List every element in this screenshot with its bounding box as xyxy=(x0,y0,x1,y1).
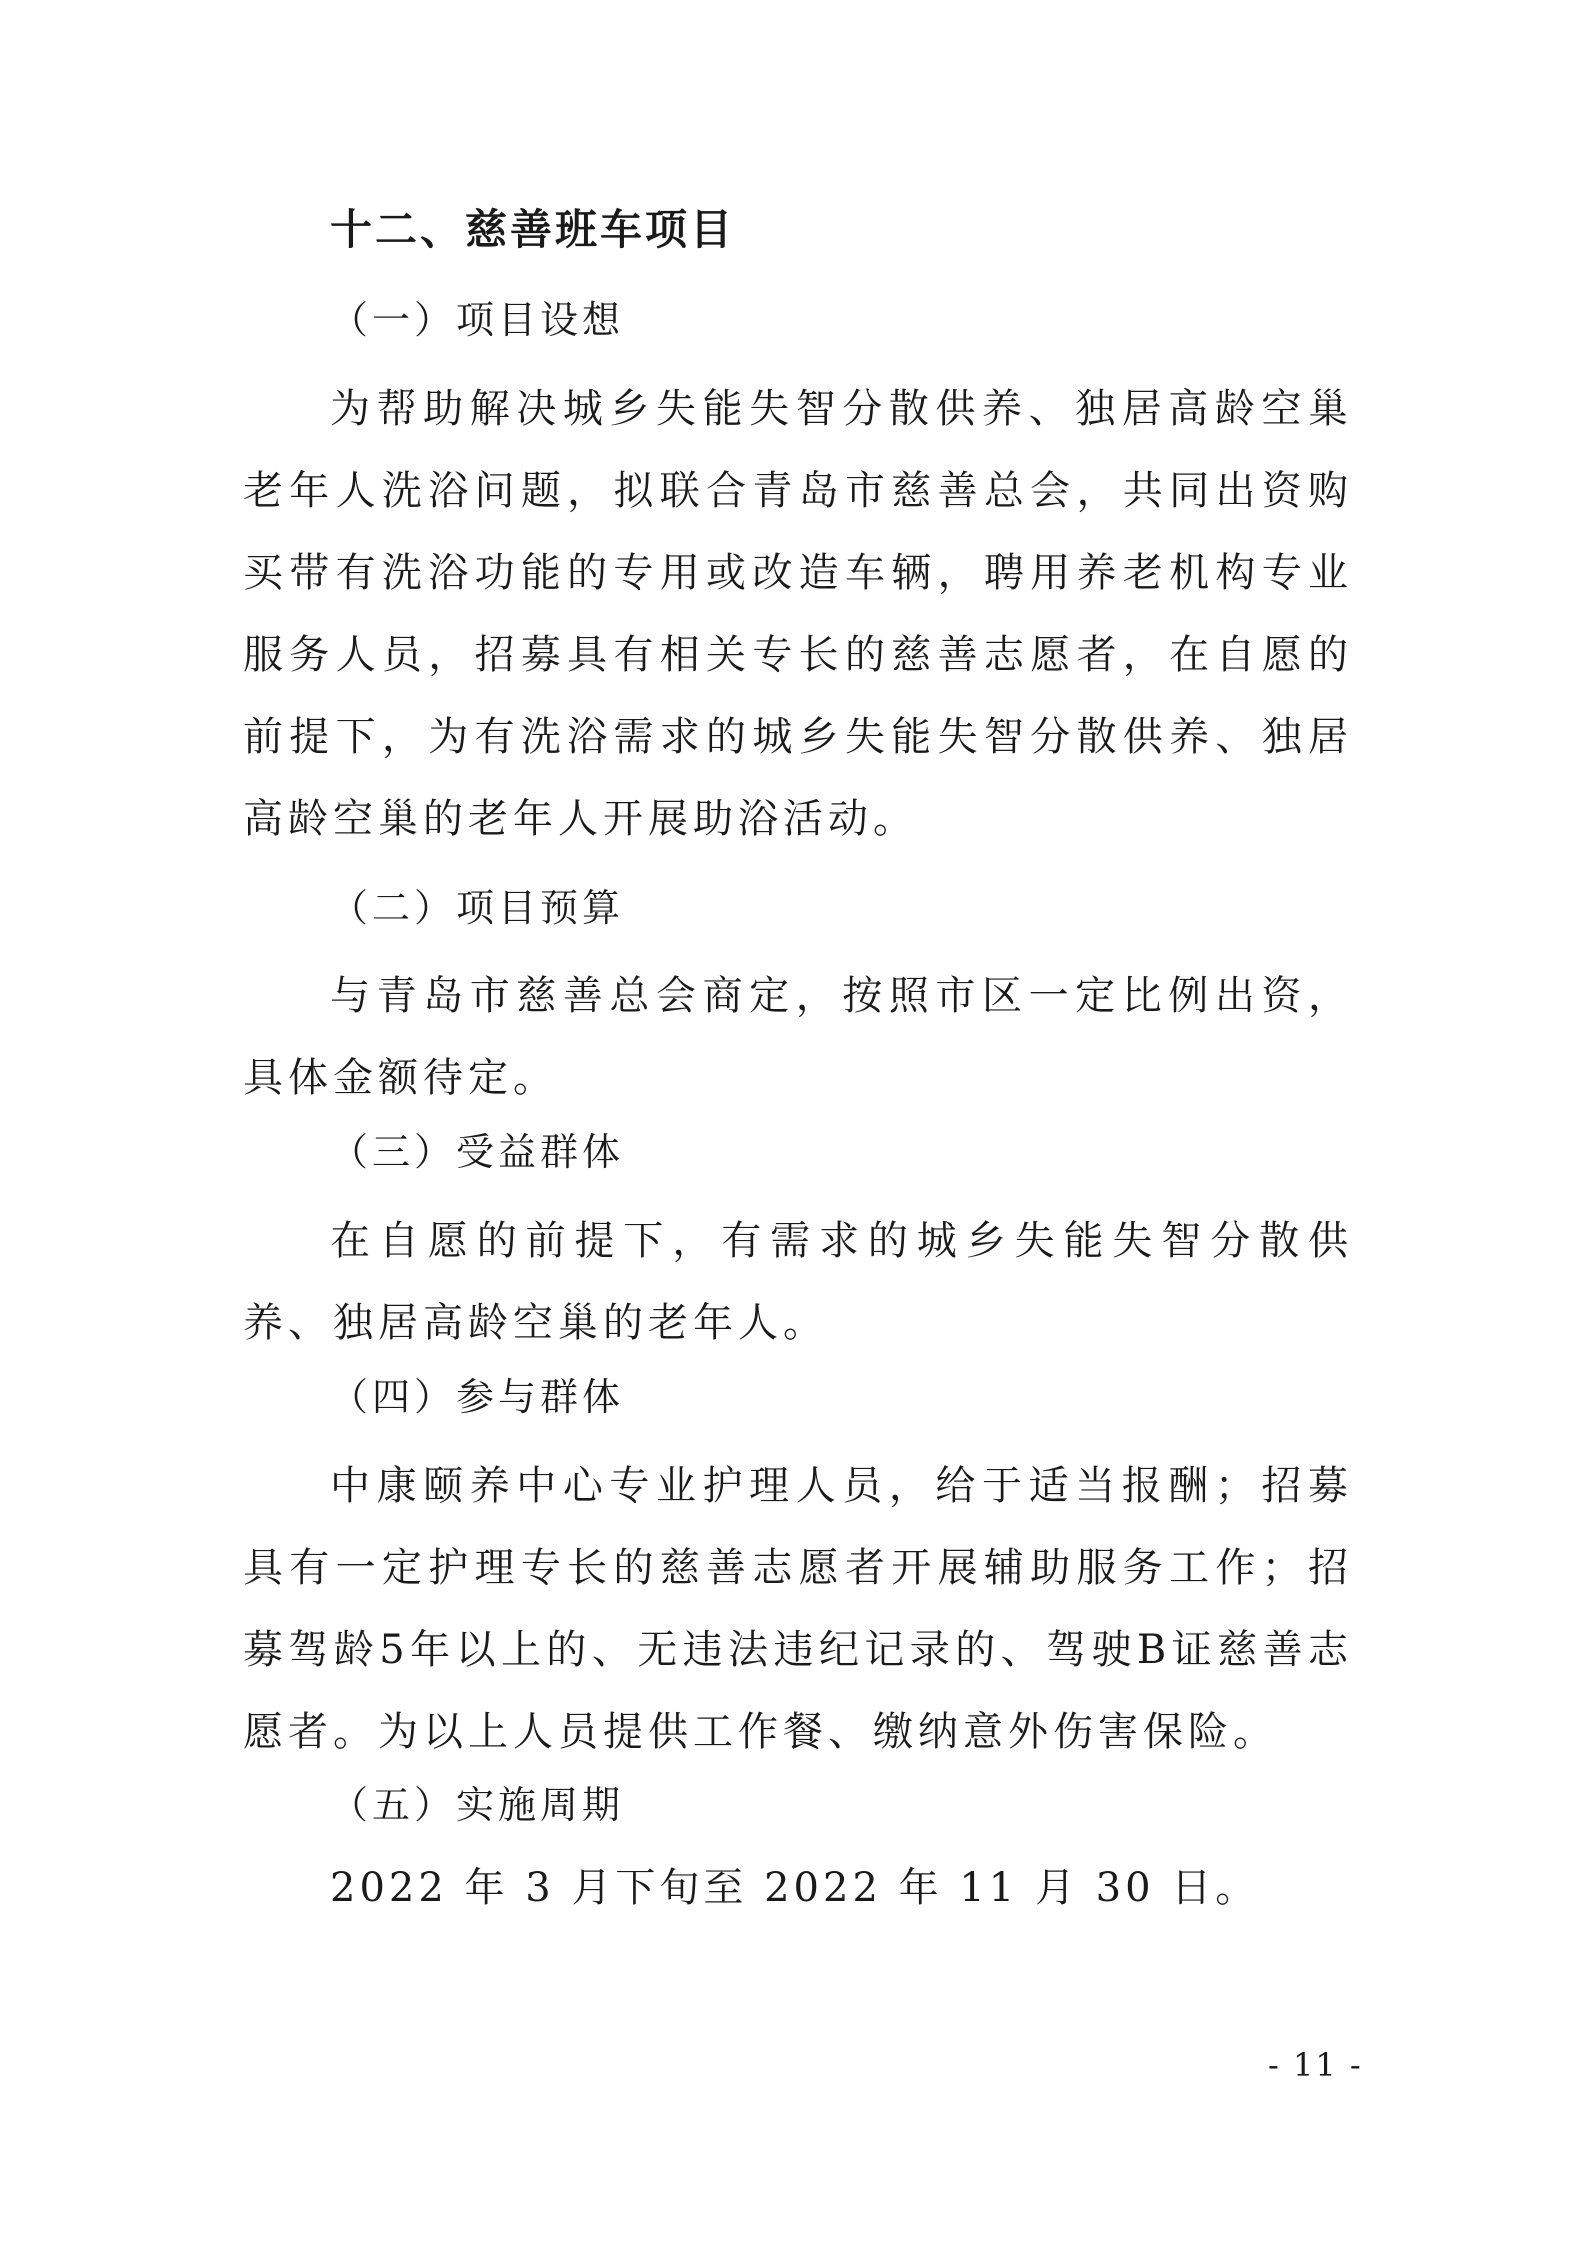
paragraph-budget: 与青岛市慈善总会商定，按照市区一定比例出资，具体金额待定。 xyxy=(243,973,1353,1101)
paragraph-concept: 为帮助解决城乡失能失智分散供养、独居高龄空巢老年人洗浴问题，拟联合青岛市慈善总会，共同出资购买带有洗浴功能的专用或改造车辆，聘用养老机构专业服务人员，招募具有相关专长的慈善志愿者，在自愿的前提下，为有洗浴需求的城乡失能失智分散供养、独居高龄空巢的老年人开展助浴活动。 xyxy=(243,386,1353,842)
subsection-title-beneficiaries: （三）受益群体 xyxy=(330,1130,625,1174)
page-number: - 11 - xyxy=(1268,2046,1363,2084)
paragraph-beneficiaries: 在自愿的前提下，有需求的城乡失能失智分散供养、独居高龄空巢的老年人。 xyxy=(243,1218,1353,1346)
subsection-title-participants: （四）参与群体 xyxy=(330,1375,625,1419)
subsection-title-budget: （二）项目预算 xyxy=(330,886,625,930)
subsection-title-period: （五）实施周期 xyxy=(330,1783,625,1827)
paragraph-period: 2022 年 3 月下旬至 2022 年 11 月 30 日。 xyxy=(330,1865,1260,1911)
subsection-title-concept: （一）项目设想 xyxy=(330,298,625,342)
paragraph-participants: 中康颐养中心专业护理人员，给于适当报酬；招募具有一定护理专长的慈善志愿者开展辅助服务工作；招募驾龄5年以上的、无违法违纪记录的、驾驶B证慈善志愿者。为以上人员提供工作餐、缴纳意外伤害保险。 xyxy=(243,1463,1353,1755)
section-heading: 十二、慈善班车项目 xyxy=(330,205,736,254)
